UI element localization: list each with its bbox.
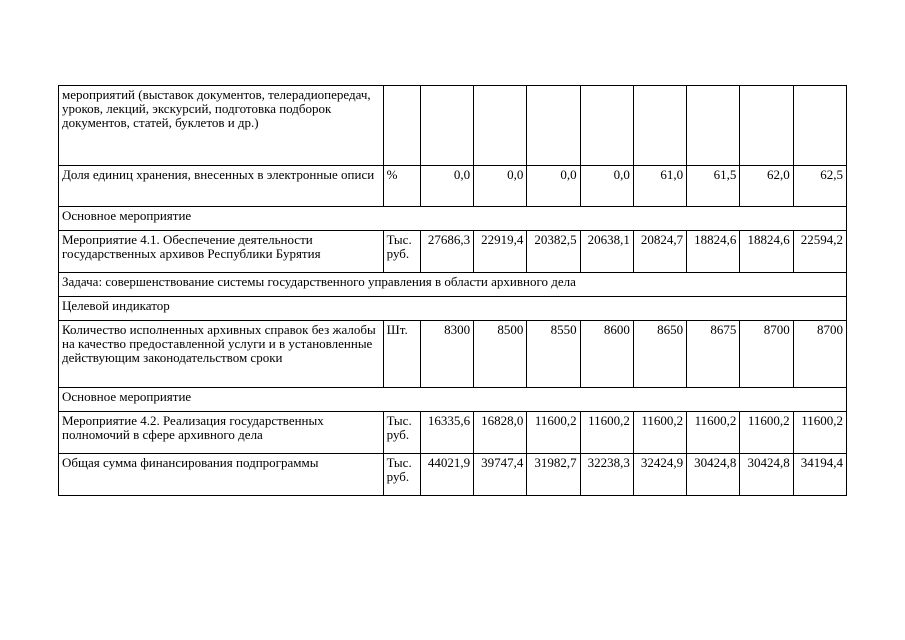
value-cell: [793, 86, 846, 166]
indicators-table: [58, 85, 847, 496]
value-cell: 18824,6: [687, 231, 740, 273]
value-cell: 20382,5: [527, 231, 580, 273]
value-cell: 0,0: [527, 166, 580, 207]
row-name-cell: Общая сумма финансирования подпрограммы: [59, 454, 384, 496]
value-cell: 22919,4: [474, 231, 527, 273]
row-name-cell: Количество исполненных архивных справок без жалобы на качество предоставленной услуги и в установленные действующим законодательством сроки: [59, 321, 384, 388]
value-cell: 8500: [474, 321, 527, 388]
row-unit-cell: Тыс. руб.: [383, 454, 420, 496]
value-cell: 32424,9: [633, 454, 686, 496]
value-cell: 30424,8: [740, 454, 793, 496]
value-cell: [580, 86, 633, 166]
value-cell: [740, 86, 793, 166]
task-label: Задача: совершенствование системы государственного управления в области архивного дела: [59, 273, 847, 297]
value-cell: 30424,8: [687, 454, 740, 496]
table-row: [59, 166, 847, 207]
value-cell: [633, 86, 686, 166]
table-row: [59, 231, 847, 273]
value-cell: 62,5: [793, 166, 846, 207]
table-row: [59, 454, 847, 496]
value-cell: [474, 86, 527, 166]
value-cell: 32238,3: [580, 454, 633, 496]
section-label: Основное мероприятие: [59, 388, 847, 412]
value-cell: 22594,2: [793, 231, 846, 273]
value-cell: 34194,4: [793, 454, 846, 496]
value-cell: 62,0: [740, 166, 793, 207]
table-row: [59, 412, 847, 454]
value-cell: 18824,6: [740, 231, 793, 273]
value-cell: 0,0: [474, 166, 527, 207]
value-cell: 8650: [633, 321, 686, 388]
value-cell: 61,0: [633, 166, 686, 207]
value-cell: 0,0: [580, 166, 633, 207]
row-unit-cell: %: [383, 166, 420, 207]
value-cell: 11600,2: [740, 412, 793, 454]
table-row: [59, 297, 847, 321]
value-cell: 8600: [580, 321, 633, 388]
row-unit-cell: [383, 86, 420, 166]
row-unit-cell: Тыс. руб.: [383, 412, 420, 454]
value-cell: 0,0: [420, 166, 473, 207]
value-cell: 39747,4: [474, 454, 527, 496]
table-row: [59, 273, 847, 297]
value-cell: 8700: [740, 321, 793, 388]
row-name-cell: мероприятий (выставок документов, телерадиопередач, уроков, лекций, экскурсий, подготовка подборок документов, статей, буклетов и др.): [59, 86, 384, 166]
row-name-cell: Мероприятие 4.1. Обеспечение деятельности государственных архивов Республики Бурятия: [59, 231, 384, 273]
value-cell: 11600,2: [580, 412, 633, 454]
table-row: [59, 86, 847, 166]
value-cell: 11600,2: [527, 412, 580, 454]
value-cell: 8675: [687, 321, 740, 388]
value-cell: 61,5: [687, 166, 740, 207]
value-cell: [420, 86, 473, 166]
section-label: Целевой индикатор: [59, 297, 847, 321]
value-cell: 16335,6: [420, 412, 473, 454]
value-cell: [527, 86, 580, 166]
value-cell: 20824,7: [633, 231, 686, 273]
value-cell: 8300: [420, 321, 473, 388]
section-label: Основное мероприятие: [59, 207, 847, 231]
value-cell: 44021,9: [420, 454, 473, 496]
value-cell: [687, 86, 740, 166]
row-name-cell: Доля единиц хранения, внесенных в электронные описи: [59, 166, 384, 207]
value-cell: 16828,0: [474, 412, 527, 454]
value-cell: 11600,2: [687, 412, 740, 454]
table-row: [59, 207, 847, 231]
row-unit-cell: Шт.: [383, 321, 420, 388]
row-unit-cell: Тыс. руб.: [383, 231, 420, 273]
table-row: [59, 388, 847, 412]
value-cell: 31982,7: [527, 454, 580, 496]
value-cell: 8550: [527, 321, 580, 388]
value-cell: 11600,2: [793, 412, 846, 454]
value-cell: 27686,3: [420, 231, 473, 273]
value-cell: 11600,2: [633, 412, 686, 454]
table-row: [59, 321, 847, 388]
value-cell: 20638,1: [580, 231, 633, 273]
value-cell: 8700: [793, 321, 846, 388]
row-name-cell: Мероприятие 4.2. Реализация государственных полномочий в сфере архивного дела: [59, 412, 384, 454]
